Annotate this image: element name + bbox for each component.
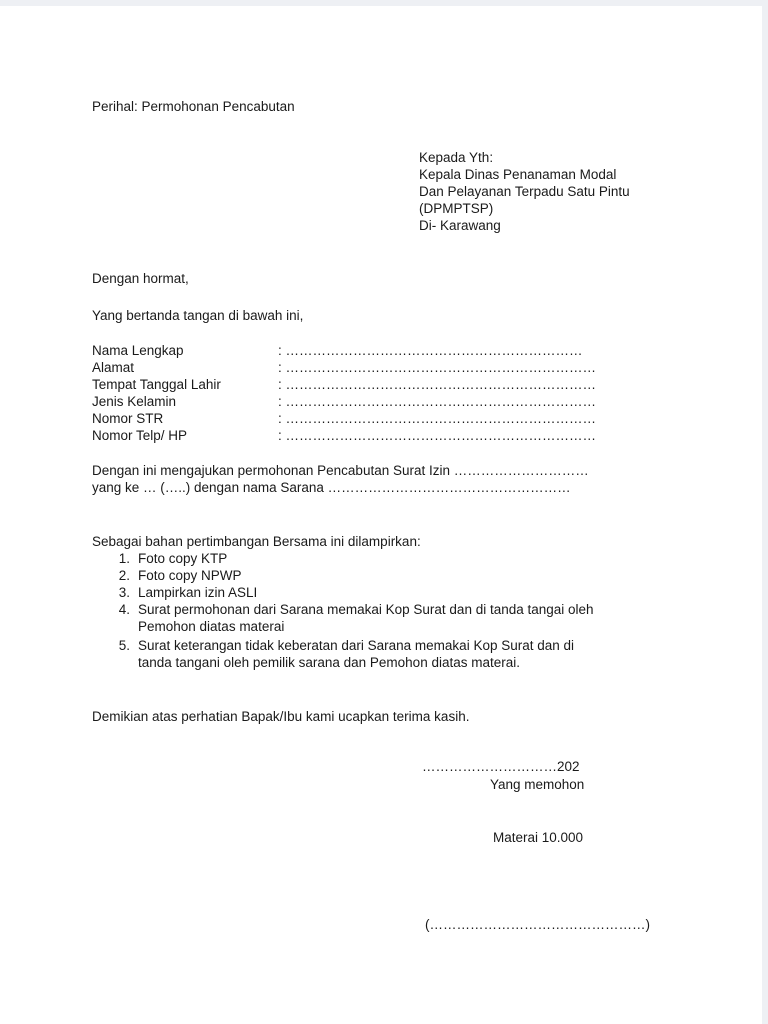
list-item: Foto copy NPWP xyxy=(138,568,242,583)
field-value: : …………………………………………………………… xyxy=(278,360,597,375)
list-number: 2. xyxy=(118,568,130,583)
list-number: 1. xyxy=(118,551,130,566)
list-item: Surat permohonan dari Sarana memakai Kop Surat dan di tanda tangai oleh xyxy=(138,602,594,617)
field-label: Nomor STR xyxy=(92,411,164,426)
list-item-continuation: tanda tangani oleh pemilik sarana dan Pemohon diatas materai. xyxy=(138,655,520,670)
request-line: Dengan ini mengajukan permohonan Pencabutan Surat Izin ………………………… xyxy=(92,463,589,478)
field-value: : ………………………………………………………… xyxy=(278,343,583,358)
field-label: Nama Lengkap xyxy=(92,343,184,358)
list-item: Surat keterangan tidak keberatan dari Sarana memakai Kop Surat dan di xyxy=(138,638,575,653)
field-label: Tempat Tanggal Lahir xyxy=(92,377,221,392)
date-placeholder: …………………………202 xyxy=(422,759,580,774)
field-value: : …………………………………………………………… xyxy=(278,411,597,426)
signer-role: Yang memohon xyxy=(490,777,585,792)
list-number: 4. xyxy=(118,602,130,617)
list-number: 5. xyxy=(118,638,130,653)
signer-name-placeholder: (…………………………………………) xyxy=(425,917,650,932)
subject-line: Perihal: Permohonan Pencabutan xyxy=(92,99,295,114)
intro-text: Yang bertanda tangan di bawah ini, xyxy=(92,308,304,323)
field-label: Alamat xyxy=(92,360,135,375)
letter-page xyxy=(0,6,762,1024)
recipient-line: Dan Pelayanan Terpadu Satu Pintu xyxy=(419,184,630,199)
list-item-continuation: Pemohon diatas materai xyxy=(138,619,285,634)
field-value: : …………………………………………………………… xyxy=(278,428,597,443)
recipient-line: (DPMPTSP) xyxy=(419,201,494,216)
list-item: Lampirkan izin ASLI xyxy=(138,585,258,600)
recipient-line: Di- Karawang xyxy=(419,218,501,233)
stamp-note: Materai 10.000 xyxy=(493,830,584,845)
list-item: Foto copy KTP xyxy=(138,551,228,566)
attachments-intro: Sebagai bahan pertimbangan Bersama ini dilampirkan: xyxy=(92,534,421,549)
list-number: 3. xyxy=(118,585,130,600)
field-value: : …………………………………………………………… xyxy=(278,394,597,409)
recipient-line: Kepada Yth: xyxy=(419,150,494,165)
salutation: Dengan hormat, xyxy=(92,271,189,286)
recipient-line: Kepala Dinas Penanaman Modal xyxy=(419,167,617,182)
field-label: Jenis Kelamin xyxy=(92,394,177,409)
field-value: : …………………………………………………………… xyxy=(278,377,597,392)
closing-text: Demikian atas perhatian Bapak/Ibu kami ucapkan terima kasih. xyxy=(92,709,470,724)
field-label: Nomor Telp/ HP xyxy=(92,428,188,443)
request-line: yang ke … (…..) dengan nama Sarana ……………………………………………… xyxy=(92,480,571,495)
